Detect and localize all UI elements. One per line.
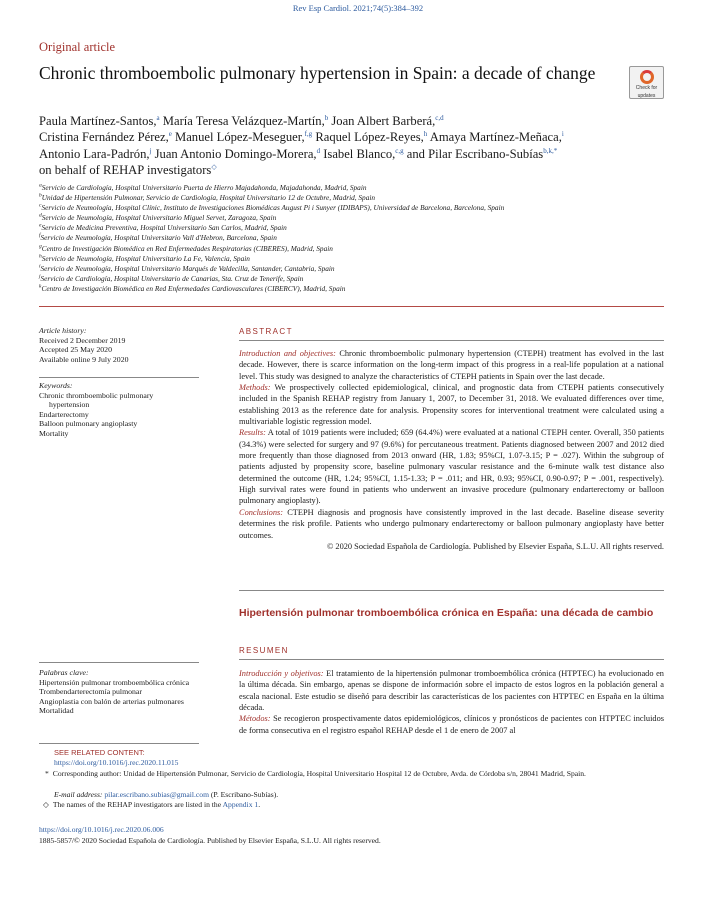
history-label: Article history:: [39, 326, 87, 335]
affiliation-item: $^a$Servicio de Cardiología, Hospital Universitario Puerta de Hierro Majadahonda, Majadahonda, Madrid, Spain: [39, 182, 367, 192]
affiliation-item: $^b$Unidad de Hipertensión Pulmonar, Servicio de Cardiología, Hospital Universitario 12 de Octubre, Madrid, Spain: [39, 192, 376, 203]
check-for-updates-badge[interactable]: [629, 66, 664, 99]
author-1: Paula Martínez-Santos,$^a$: [39, 113, 160, 128]
received-date: Received 2 December 2019: [39, 335, 126, 345]
abstract-conclusions: Conclusions: CTEPH diagnosis and prognosis have consistently improved in the last decade. Baseline disease severity determines the risk profile. Patients who undergo pulmonary endarterectomy or balloon pulmonary angioplasty have better outcomes.: [239, 507, 664, 540]
divider: [39, 662, 199, 663]
divider: [239, 340, 664, 341]
affiliation-item: $^g$Centro de Investigación Biomédica en Red Enfermedades Respiratorias (CIBERES), Madrid, Spain: [39, 243, 333, 253]
keyword: Endarterectomy: [39, 409, 89, 419]
keywords: [39, 381, 189, 439]
affiliation-list: [39, 183, 679, 294]
author-9: Juan Antonio Domingo-Morera,$^d$: [154, 146, 321, 161]
affiliation-item: $^k$Centro de Investigación Biomédica en Red Enfermedades Cardiovasculares (CIBERCV), Madrid, Spain: [39, 283, 346, 293]
issn-line: 1885-5857/© 2020 Sociedad Española de Cardiología. Published by Elsevier España, S.L.U. All rights reserved.: [39, 836, 381, 845]
bookmark-icon: [640, 70, 654, 84]
keyword: Hipertensión pulmonar tromboembólica crónica: [39, 677, 190, 687]
palabras-clave-label: Palabras clave:: [39, 668, 89, 677]
author-3: Joan Albert Barberá,$^{c,d}$: [331, 113, 444, 128]
author-8: Antonio Lara-Padrón,$^j$: [39, 146, 152, 161]
author-2: María Teresa Velázquez-Martín,$^b$: [162, 113, 329, 128]
keyword: Mortalidad: [39, 706, 74, 716]
affiliation-item: $^d$Servicio de Neumología, Hospital Universitario Miguel Servet, Zaragoza, Spain: [39, 212, 277, 223]
abstract-results: Results: A total of 1019 patients were included; 659 (64.4%) were evaluated at a national CTEPH center. Overall, 350 patients (34.3%) were selected for surgery and 97 (9.6%) for percutaneous treatment. Patients diagnosed between 2007 and 2012 died more frequently than those diagnosed from 2013 onward (HR, 1.83; 95%CI, 1.07-3.15; P = .027). Within the subgroup of patients adjusted by propensity score, baseline pulmonary vascular resistance and the 6-minute walk test distance also determined the outcome (HR, 1.24; 95%CI, 1.15-1.33; P = .011; and HR, 0.93; 95%CI, 0.90-0.97; P = .001, respectively). High survival rates were found in patients who underwent an invasive procedure (pulmonary endarterectomy or balloon pulmonary angioplasty).: [239, 428, 664, 506]
keyword: Balloon pulmonary angioplasty: [39, 419, 138, 429]
abstract-intro: Introduction and objectives: Chronic thromboembolic pulmonary hypertension (CTEPH) treatment has evolved in the last decade. However, there is scarce information on the long-term impact of this progress in a real-life population at a national level. This study was designed to analyze the characteristics of CTEPH patients in Spain over the last decade.: [239, 349, 665, 381]
badge-line-1: Check for: [635, 85, 658, 91]
email-line: E-mail address: pilar.escribano.subias@gmail.com (P. Escribano-Subías).: [54, 790, 279, 799]
spanish-title: Hipertensión pulmonar tromboembólica crónica en España: una década de cambio: [239, 607, 654, 619]
divider: [239, 659, 664, 660]
abstract-body: [239, 348, 664, 552]
resumen-heading: RESUMEN: [239, 646, 289, 655]
investigators-note: ◇ The names of the REHAP investigators are listed in the Appendix 1.: [43, 800, 261, 809]
keywords-label: Keywords:: [39, 381, 73, 390]
affiliation-item: $^e$Servicio de Medicina Preventiva, Hospital Universitario San Carlos, Madrid, Spain: [39, 222, 287, 233]
related-doi-link[interactable]: https://doi.org/10.1016/j.rec.2020.11.015: [54, 758, 179, 767]
affiliation-item: $^h$Servicio de Neumología, Hospital Universitario La Fe, Valencia, Spain: [39, 253, 250, 263]
author-6: Raquel López-Reyes,$^h$: [315, 130, 428, 145]
affiliation-item: $^c$Servicio de Neumología, Hospital Clínic, Instituto de Investigaciones Biomédicas August Pi i Sunyer (IDIBAPS), Universidad de Barcelona, Barcelona, Spain: [39, 202, 505, 213]
period-mark: .: [258, 800, 261, 809]
resumen-methods: Métodos: Se recogieron prospectivamente datos epidemiológicos, clínicos y pronósticos de pacientes con HTPTEC incluidos de forma consecutiva en el registro español REHAP desde el 1 de enero de 2007 al: [239, 714, 664, 735]
keyword: Mortality: [39, 428, 69, 438]
author-5: Manuel López-Meseguer,$^{f,g}$: [175, 130, 313, 145]
author-4: Cristina Fernández Pérez,$^e$: [39, 130, 172, 145]
resumen-body: [239, 668, 664, 736]
asterisk-mark: *: [45, 769, 49, 778]
doi-link[interactable]: https://doi.org/10.1016/j.rec.2020.06.006: [39, 825, 164, 834]
appendix-link[interactable]: Appendix 1: [222, 800, 259, 809]
article-type: Original article: [39, 40, 116, 54]
author-7: Amaya Martínez-Meñaca,$^i$: [429, 130, 564, 145]
author-11: and Pilar Escribano-Subías$^{b,k,*}$: [406, 146, 558, 161]
author-list: [39, 113, 669, 178]
keyword: Angioplastia con balón de arterias pulmonares: [39, 696, 184, 706]
keyword: Chronic thromboembolic pulmonary hypertension: [39, 390, 154, 410]
article-title: Chronic thromboembolic pulmonary hypertension in Spain: a decade of change: [39, 63, 596, 83]
corresponding-author: * Corresponding author: Unidad de Hipertensión Pulmonar, Servicio de Cardiología, Hospital Universitario Hospital 12 de Octubre, Avda. de Córdoba s/n, 28041 Madrid, Spain.: [39, 769, 664, 779]
affiliation-item: $^f$Servicio de Neumología, Hospital Universitario Vall d'Hebron, Barcelona, Spain: [39, 233, 277, 243]
author-10: Isabel Blanco,$^{c,g}$: [323, 146, 404, 161]
footnotes: [54, 748, 664, 768]
divider: [39, 743, 199, 744]
author-group: on behalf of REHAP investigators◇: [39, 162, 217, 177]
journal-citation[interactable]: Rev Esp Cardiol. 2021;74(5):384–392: [292, 3, 424, 13]
accepted-date: Accepted 25 May 2020: [39, 345, 112, 355]
badge-line-2: updates: [637, 92, 656, 99]
resumen-intro: Introducción y objetivos: El tratamiento de la hipertensión pulmonar tromboembólica crónica (HTPTEC) ha evolucionado en la última década. Sin embargo, apenas se dispone de información sobre el impacto de estos logros en la población general a escala nacional. Este estudio se diseñó para describir las características de los pacientes con HTPTEC en España en la última década.: [239, 669, 664, 713]
divider: [239, 590, 664, 591]
abstract-heading: ABSTRACT: [239, 327, 293, 336]
keyword: Trombendarterectomía pulmonar: [39, 687, 142, 697]
online-date: Available online 9 July 2020: [39, 354, 129, 364]
abstract-methods: Methods: We prospectively collected epidemiological, clinical, and prognostic data from CTEPH patients consecutively included in the Spanish REHAP registry from January 1, 2007, to December 31, 2018. We evaluated differences over time, establishing 2013 as the reference date for analysis. Propensity scores for interventional treatment were calculated using a multivariable logistic regression model.: [239, 383, 664, 427]
affiliation-item: $^i$Servicio de Neumología, Hospital Universitario Marqués de Valdecilla, Santander, Cantabria, Spain: [39, 263, 335, 273]
article-history: [39, 326, 204, 364]
palabras-clave: [39, 668, 199, 716]
affiliation-item: $^j$Servicio de Cardiología, Hospital Universitario de Canarias, Sta. Cruz de Tenerife, Spain: [39, 273, 304, 283]
see-related-label: SEE RELATED CONTENT:: [54, 748, 145, 757]
abstract-copyright: © 2020 Sociedad Española de Cardiología. Published by Elsevier España, S.L.U. All rights reserved.: [326, 541, 664, 551]
divider: [39, 377, 199, 378]
divider: [39, 306, 664, 307]
email-link[interactable]: pilar.escribano.subias@gmail.com: [104, 790, 209, 799]
diamond-mark: ◇: [43, 800, 49, 809]
